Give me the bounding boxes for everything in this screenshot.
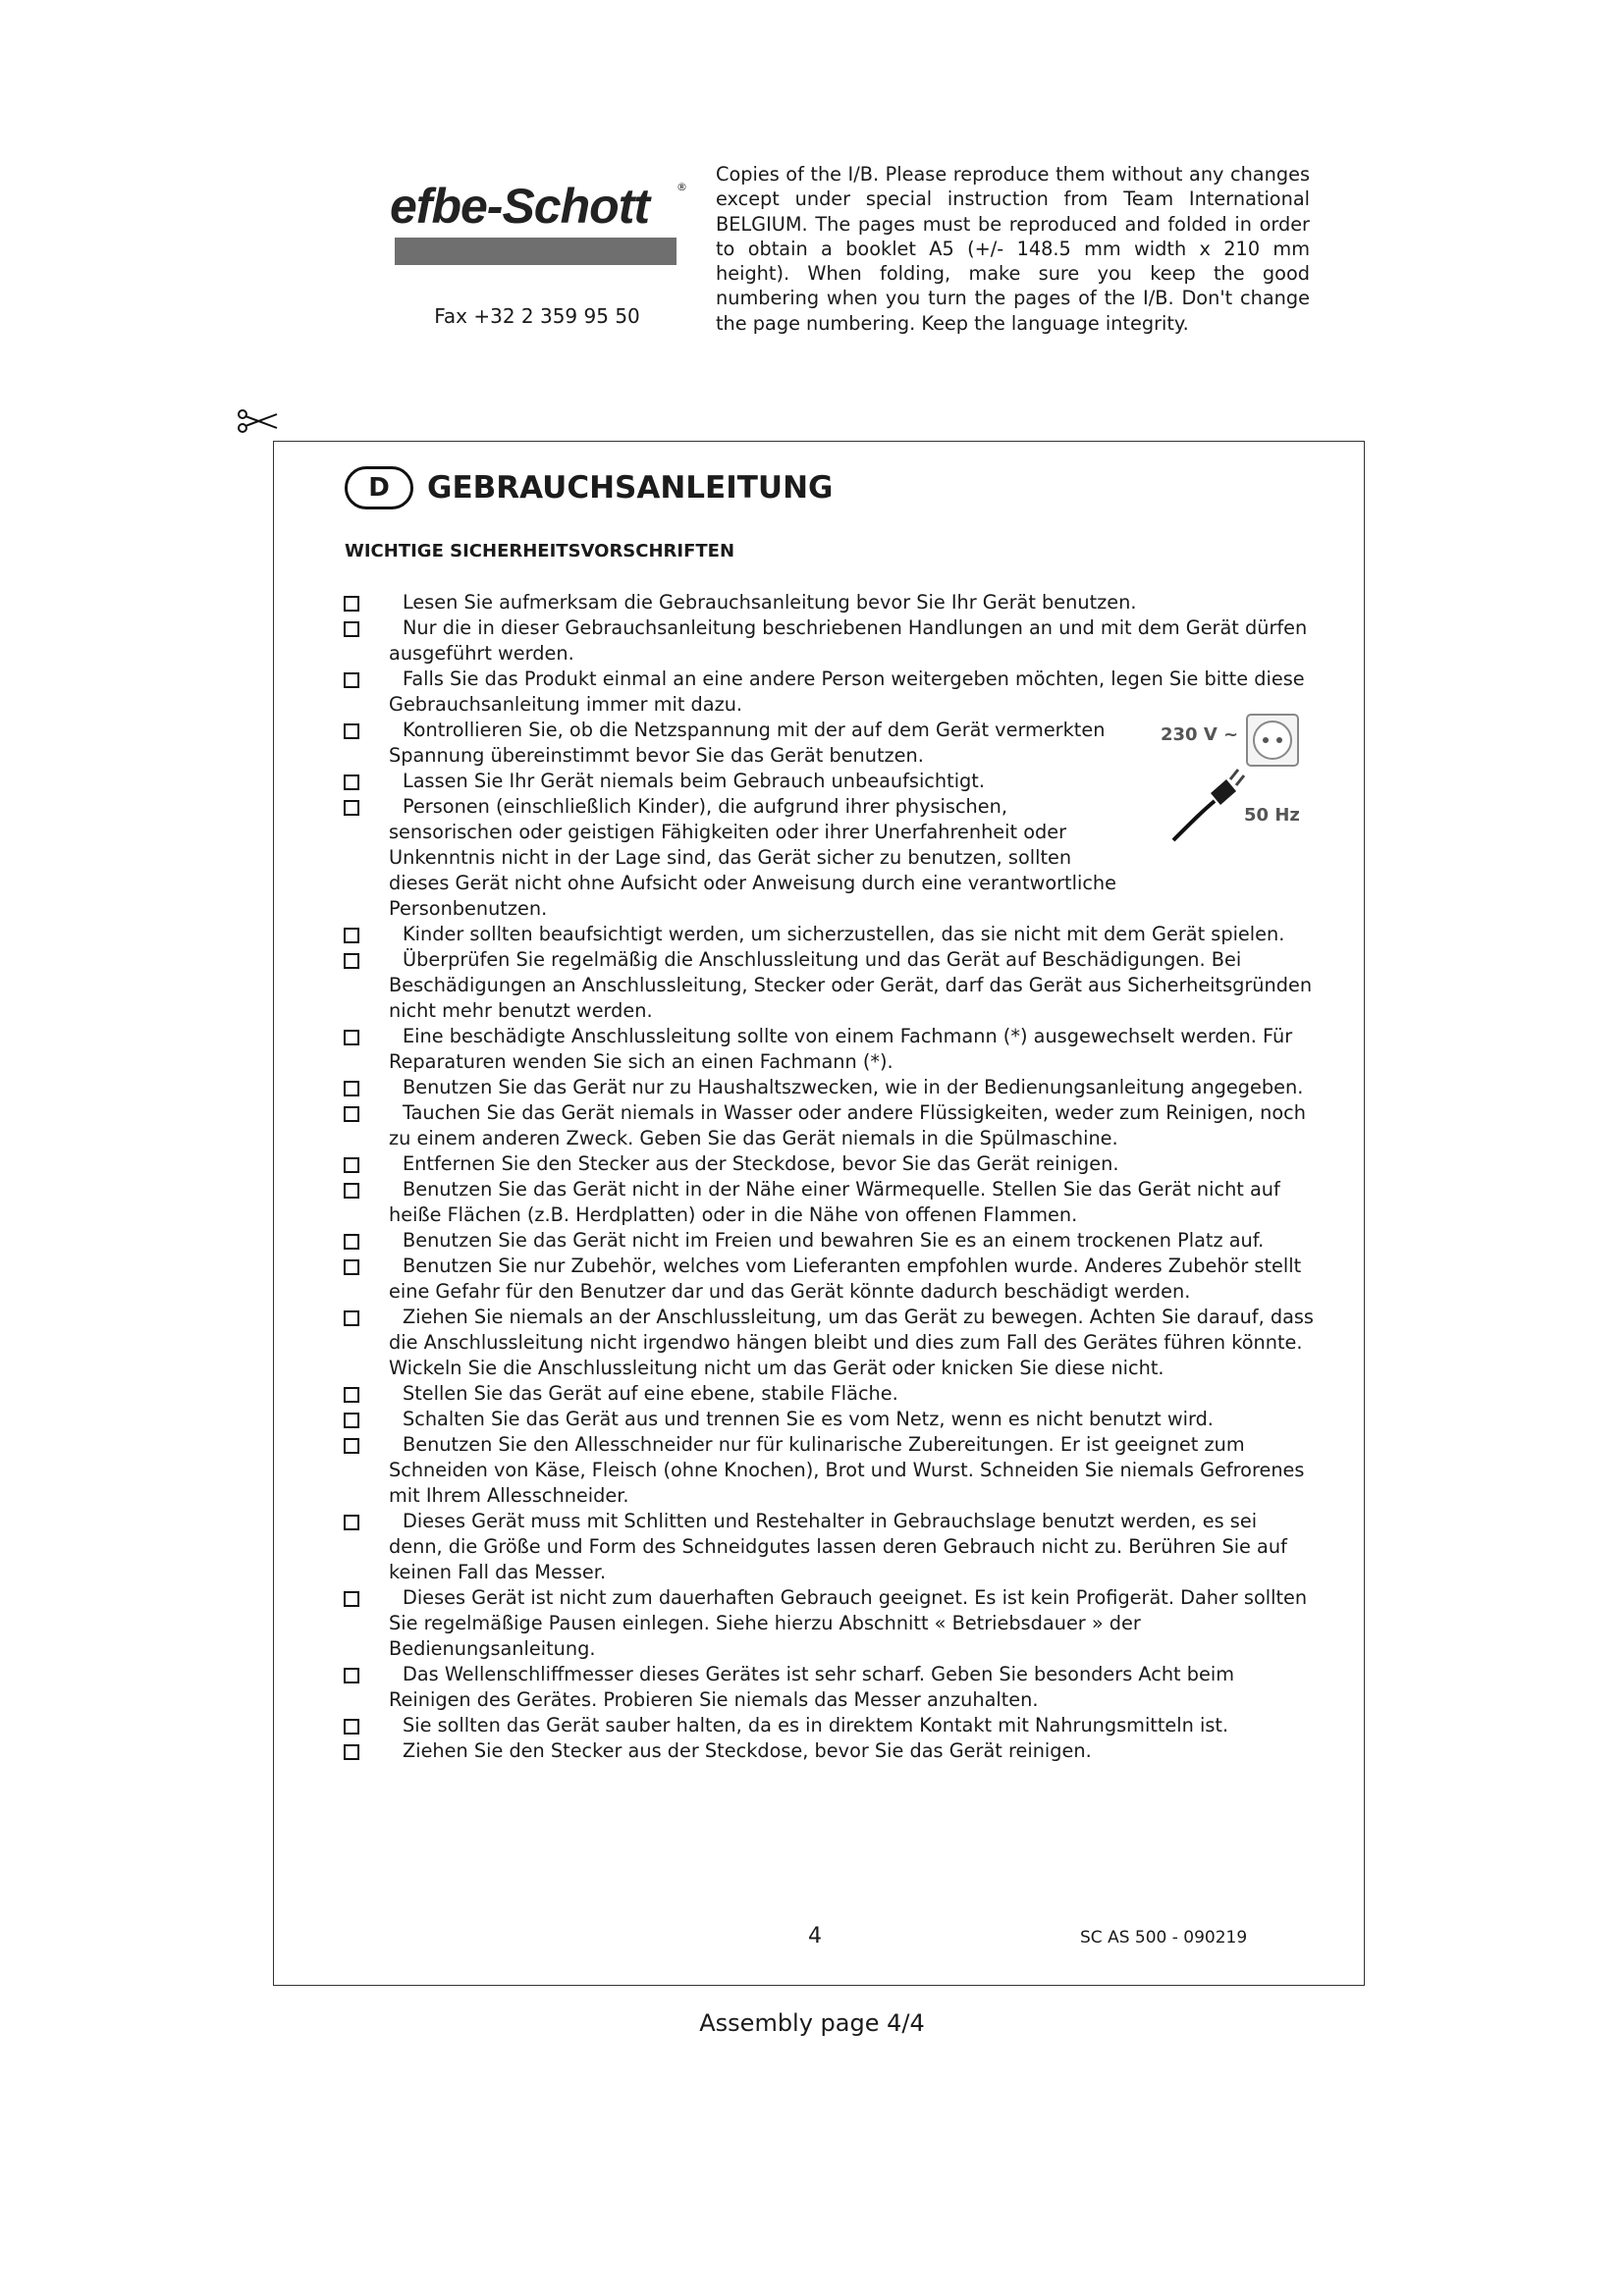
logo-wordmark: efbe-Schott: [390, 179, 649, 234]
checkbox-bullet-icon: [344, 953, 359, 969]
section-heading: WICHTIGE SICHERHEITSVORSCHRIFTEN: [345, 541, 735, 561]
rule-text: Kontrollieren Sie, ob die Netzspannung mit der auf dem Gerät vermerkten Spannung übereinstimmt bevor Sie das Gerät benutzen.: [389, 719, 1106, 767]
rule-text: Ziehen Sie den Stecker aus der Steckdose, bevor Sie das Gerät reinigen.: [403, 1739, 1092, 1762]
assembly-page-label: Assembly page 4/4: [699, 2009, 925, 2037]
checkbox-bullet-icon: [344, 1183, 359, 1199]
rule-text: Benutzen Sie das Gerät nur zu Haushaltszwecken, wie in der Bedienungsanleitung angegeben.: [403, 1076, 1304, 1098]
safety-rule-item: [344, 1662, 1316, 1713]
document-code: SC AS 500 - 090219: [1080, 1928, 1248, 1948]
checkbox-bullet-icon: [344, 1744, 359, 1760]
rule-text: Überprüfen Sie regelmäßig die Anschlussleitung und das Gerät auf Beschädigungen. Bei Beschädigungen an Anschlussleitung, Stecker oder Gerät, darf das Gerät aus Sicherheitsgründen nicht mehr benutzt werden.: [389, 948, 1313, 1022]
checkbox-bullet-icon: [344, 1157, 359, 1173]
safety-rule-item: [344, 615, 1316, 667]
rule-text: Schalten Sie das Gerät aus und trennen Sie es vom Netz, wenn es nicht benutzt wird.: [403, 1408, 1214, 1430]
rule-text: Entfernen Sie den Stecker aus der Steckdose, bevor Sie das Gerät reinigen.: [403, 1152, 1119, 1175]
checkbox-bullet-icon: [344, 596, 359, 612]
checkbox-bullet-icon: [344, 1106, 359, 1122]
voltage-label: 230 V ~: [1161, 724, 1239, 745]
checkbox-bullet-icon: [344, 1719, 359, 1735]
rule-text: Sie sollten das Gerät sauber halten, da es in direktem Kontakt mit Nahrungsmitteln ist.: [403, 1714, 1229, 1736]
checkbox-bullet-icon: [344, 672, 359, 688]
safety-rule-item: [344, 1100, 1316, 1151]
plug-socket-figure: [1154, 703, 1301, 850]
checkbox-bullet-icon: [344, 1387, 359, 1403]
rule-text: Benutzen Sie das Gerät nicht im Freien und bewahren Sie es an einem trockenen Platz auf.: [403, 1229, 1265, 1252]
rule-text: Personen (einschließlich Kinder), die aufgrund ihrer physischen, sensorischen oder geistigen Fähigkeiten oder ihrer Unerfahrenheit oder Unkenntnis nicht in der Lage sind, das Gerät sicher zu benutzen, sollten dieses Gerät nicht ohne Aufsicht oder Anweisung durch eine verantwortliche Personbenutzen.: [389, 795, 1117, 920]
rule-text: Kinder sollten beaufsichtigt werden, um sicherzustellen, das sie nicht mit dem Gerät spielen.: [403, 923, 1285, 945]
checkbox-bullet-icon: [344, 1668, 359, 1683]
checkbox-bullet-icon: [344, 1438, 359, 1454]
logo-bar: [395, 238, 677, 265]
rule-text: Lassen Sie Ihr Gerät niemals beim Gebrauch unbeaufsichtigt.: [403, 770, 985, 792]
safety-rule-item: [344, 1075, 1316, 1100]
checkbox-bullet-icon: [344, 1030, 359, 1045]
safety-rule-item: [344, 1738, 1316, 1764]
checkbox-bullet-icon: [344, 1081, 359, 1096]
checkbox-bullet-icon: [344, 723, 359, 739]
safety-rule-item: [344, 922, 1316, 947]
checkbox-bullet-icon: [344, 1234, 359, 1250]
scissors-icon: [236, 406, 279, 436]
checkbox-bullet-icon: [344, 1310, 359, 1326]
safety-rule-item: [344, 1381, 1316, 1407]
safety-rule-item: [344, 1509, 1316, 1585]
safety-rule-item: [344, 1713, 1316, 1738]
checkbox-bullet-icon: [344, 1515, 359, 1530]
safety-rule-item: [344, 590, 1316, 615]
safety-rule-item: [344, 1024, 1316, 1075]
checkbox-bullet-icon: [344, 800, 359, 816]
rule-text: Nur die in dieser Gebrauchsanleitung beschriebenen Handlungen an und mit dem Gerät dürfen ausgeführt werden.: [389, 616, 1308, 665]
checkbox-bullet-icon: [344, 1259, 359, 1275]
safety-rule-item: [344, 1151, 1316, 1177]
rule-text: Benutzen Sie den Allesschneider nur für kulinarische Zubereitungen. Er ist geeignet zum Schneiden von Käse, Fleisch (ohne Knochen), Brot und Wurst. Schneiden Sie niemals Gefrorenes mit Ihrem Allesschneider.: [389, 1433, 1305, 1507]
rule-text: Das Wellenschliffmesser dieses Gerätes ist sehr scharf. Geben Sie besonders Acht beim Reinigen des Gerätes. Probieren Sie niemals das Messer anzuhalten.: [389, 1663, 1234, 1711]
safety-rule-item: [344, 1177, 1316, 1228]
rule-text: Stellen Sie das Gerät auf eine ebene, stabile Fläche.: [403, 1382, 898, 1405]
rule-text: Falls Sie das Produkt einmal an eine andere Person weitergeben möchten, legen Sie bitte diese Gebrauchsanleitung immer mit dazu.: [389, 667, 1305, 716]
safety-rule-item: [344, 1407, 1316, 1432]
frequency-label: 50 Hz: [1244, 805, 1300, 826]
brand-logo: [390, 179, 687, 269]
rule-text: Tauchen Sie das Gerät niemals in Wasser oder andere Flüssigkeiten, weder zum Reinigen, noch zu einem anderen Zweck. Geben Sie das Gerät niemals in die Spülmaschine.: [389, 1101, 1306, 1149]
rule-text: Lesen Sie aufmerksam die Gebrauchsanleitung bevor Sie Ihr Gerät benutzen.: [403, 591, 1137, 614]
safety-rule-item: [344, 1585, 1316, 1662]
rule-text: Dieses Gerät ist nicht zum dauerhaften Gebrauch geeignet. Es ist kein Profigerät. Daher sollten Sie regelmäßige Pausen einlegen. Siehe hierzu Abschnitt « Betriebsdauer » der Bedienungsanleitung.: [389, 1586, 1308, 1660]
fax-number: Fax +32 2 359 95 50: [434, 304, 640, 328]
rule-text: Benutzen Sie das Gerät nicht in der Nähe einer Wärmequelle. Stellen Sie das Gerät nicht auf heiße Flächen (z.B. Herdplatten) oder in die Nähe von offenen Flammen.: [389, 1178, 1280, 1226]
page-number: 4: [808, 1924, 822, 1949]
checkbox-bullet-icon: [344, 1413, 359, 1428]
rule-text: Eine beschädigte Anschlussleitung sollte von einem Fachmann (*) ausgewechselt werden. Für Reparaturen wenden Sie sich an einen Fachmann (*).: [389, 1025, 1293, 1073]
copy-instructions: Copies of the I/B. Please reproduce them without any changes except under special instruction from Team International BELGIUM. The pages must be reproduced and folded in order to obtain a booklet A5 (+/- 148.5 mm width x 210 mm height). When folding, make sure you keep the good numbering when you turn the pages of the I/B. Don't change the page numbering. Keep the language integrity.: [716, 163, 1310, 335]
safety-rule-item: [344, 1305, 1316, 1381]
language-badge: D: [345, 466, 413, 509]
checkbox-bullet-icon: [344, 621, 359, 637]
checkbox-bullet-icon: [344, 774, 359, 790]
rule-text: Benutzen Sie nur Zubehör, welches vom Lieferanten empfohlen wurde. Anderes Zubehör stellt eine Gefahr für den Benutzer dar und das Gerät könnte dadurch beschädigt werden.: [389, 1255, 1302, 1303]
safety-rule-item: [344, 1432, 1316, 1509]
page-title: GEBRAUCHSANLEITUNG: [427, 470, 834, 506]
safety-rule-item: [344, 1228, 1316, 1254]
registered-mark: ®: [677, 181, 687, 193]
safety-rule-item: [344, 1254, 1316, 1305]
rule-text: Dieses Gerät muss mit Schlitten und Restehalter in Gebrauchslage benutzt werden, es sei denn, die Größe und Form des Schneidgutes lassen deren Gebrauch nicht zu. Berühren Sie auf keinen Fall das Messer.: [389, 1510, 1287, 1583]
safety-rule-item: [344, 947, 1316, 1024]
checkbox-bullet-icon: [344, 1591, 359, 1607]
rule-text: Ziehen Sie niemals an der Anschlussleitung, um das Gerät zu bewegen. Achten Sie darauf, dass die Anschlussleitung nicht irgendwo hängen bleibt und dies zum Fall des Gerätes führen könnte. Wickeln Sie die Anschlussleitung nicht um das Gerät oder knicken Sie diese nicht.: [389, 1306, 1314, 1379]
checkbox-bullet-icon: [344, 928, 359, 943]
